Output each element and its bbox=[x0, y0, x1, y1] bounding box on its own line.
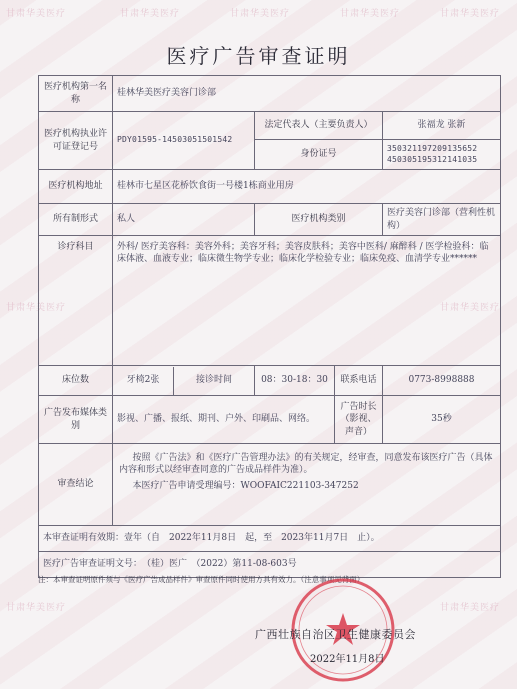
row-beds bbox=[39, 366, 501, 396]
row-media bbox=[39, 396, 501, 444]
label-institution-type: 医疗机构类别 bbox=[255, 204, 383, 236]
label-address: 医疗机构地址 bbox=[39, 170, 113, 204]
row-review bbox=[39, 444, 501, 526]
label-scope: 诊疗科目 bbox=[39, 236, 113, 366]
watermark: 甘肃华美医疗 bbox=[340, 9, 401, 19]
value-beds-text: 牙椅2张 bbox=[113, 367, 174, 395]
value-institution-name: 桂林华美医疗美容门诊部 bbox=[113, 76, 501, 112]
value-validity: 本审查证明有效期：壹年（自 2022年11月8日 起，至 2023年11月7日 止）。 bbox=[39, 526, 501, 552]
issue-date: 2022年11月8日 bbox=[310, 654, 385, 665]
value-cert-number: 医疗广告审查证明文号： （桂）医广 （2022）第11-08-603号 bbox=[39, 552, 501, 578]
watermark: 甘肃华美医疗 bbox=[120, 9, 181, 19]
review-accept-number: 本医疗广告申请受理编号：WOOFAIC221103-347252 bbox=[132, 481, 359, 492]
watermark: 甘肃华美医疗 bbox=[6, 9, 67, 19]
issuer-name: 广西壮族自治区卫生健康委员会 bbox=[255, 628, 416, 641]
watermark: 甘肃华美医疗 bbox=[230, 9, 291, 19]
value-review bbox=[113, 444, 501, 526]
label-license: 医疗机构执业许可证登记号 bbox=[39, 112, 113, 170]
label-ownership: 所有制形式 bbox=[39, 204, 113, 236]
certificate-table bbox=[38, 75, 501, 578]
row-validity bbox=[39, 526, 501, 552]
value-scope: 外科/ 医疗美容科：美容外科；美容牙科；美容皮肤科；美容中医科/ 麻醉科 / 医学检验科：临床体液、血液专业；临床微生物学专业；临床化学检验专业；临床免疫、血清学专业****** bbox=[113, 236, 501, 366]
label-hours: 接诊时间 bbox=[195, 375, 232, 386]
row-institution-name bbox=[39, 76, 501, 112]
label-phone: 联系电话 bbox=[335, 366, 383, 396]
value-legal-rep: 张福龙 张新 bbox=[383, 112, 501, 140]
value-ownership: 私人 bbox=[113, 204, 255, 236]
label-legal-rep: 法定代表人（主要负责人） bbox=[255, 112, 383, 140]
row-license bbox=[39, 112, 501, 140]
value-media: 影视、广播、报纸、期刊、户外、印刷品、网络。 bbox=[113, 396, 335, 444]
label-id-number: 身份证号 bbox=[255, 140, 383, 170]
value-beds bbox=[113, 366, 255, 396]
label-beds: 床位数 bbox=[39, 366, 113, 396]
value-id-number: 350321197209135652 450305195312141035 bbox=[383, 140, 501, 170]
value-phone: 0773-8998888 bbox=[383, 366, 501, 396]
label-media: 广告发布媒体类别 bbox=[39, 396, 113, 444]
page-title: 医疗广告审查证明 bbox=[166, 44, 351, 68]
watermark: 甘肃华美医疗 bbox=[440, 603, 501, 613]
footnote: 注：本审查证明原件须与《医疗广告成品样件》审查原件同时使用方具有效力。（注意事项见背面） bbox=[38, 575, 365, 584]
label-duration: 广告时长（影视、声音） bbox=[335, 396, 383, 444]
review-text: 按照《广告法》和《医疗广告管理办法》的有关规定，经审查，同意发布该医疗广告（具体内容和形式以经审查同意的广告成品样件为准）。 bbox=[119, 453, 493, 476]
watermark: 甘肃华美医疗 bbox=[440, 9, 501, 19]
label-review: 审查结论 bbox=[39, 444, 113, 526]
watermark: 甘肃华美医疗 bbox=[6, 303, 67, 313]
row-scope bbox=[39, 236, 501, 366]
value-duration: 35秒 bbox=[383, 396, 501, 444]
value-hours: 08：30-18：30 bbox=[255, 366, 335, 396]
value-address: 桂林市七星区花桥饮食街一号楼1栋商业用房 bbox=[113, 170, 501, 204]
label-institution-name: 医疗机构第一名称 bbox=[39, 76, 113, 112]
row-address bbox=[39, 170, 501, 204]
watermark: 甘肃华美医疗 bbox=[440, 303, 501, 313]
value-license: PDY01595-14503051501542 bbox=[113, 112, 255, 170]
row-ownership bbox=[39, 204, 501, 236]
watermark: 甘肃华美医疗 bbox=[6, 603, 67, 613]
value-institution-type: 医疗美容门诊部（营利性机构） bbox=[383, 204, 501, 236]
